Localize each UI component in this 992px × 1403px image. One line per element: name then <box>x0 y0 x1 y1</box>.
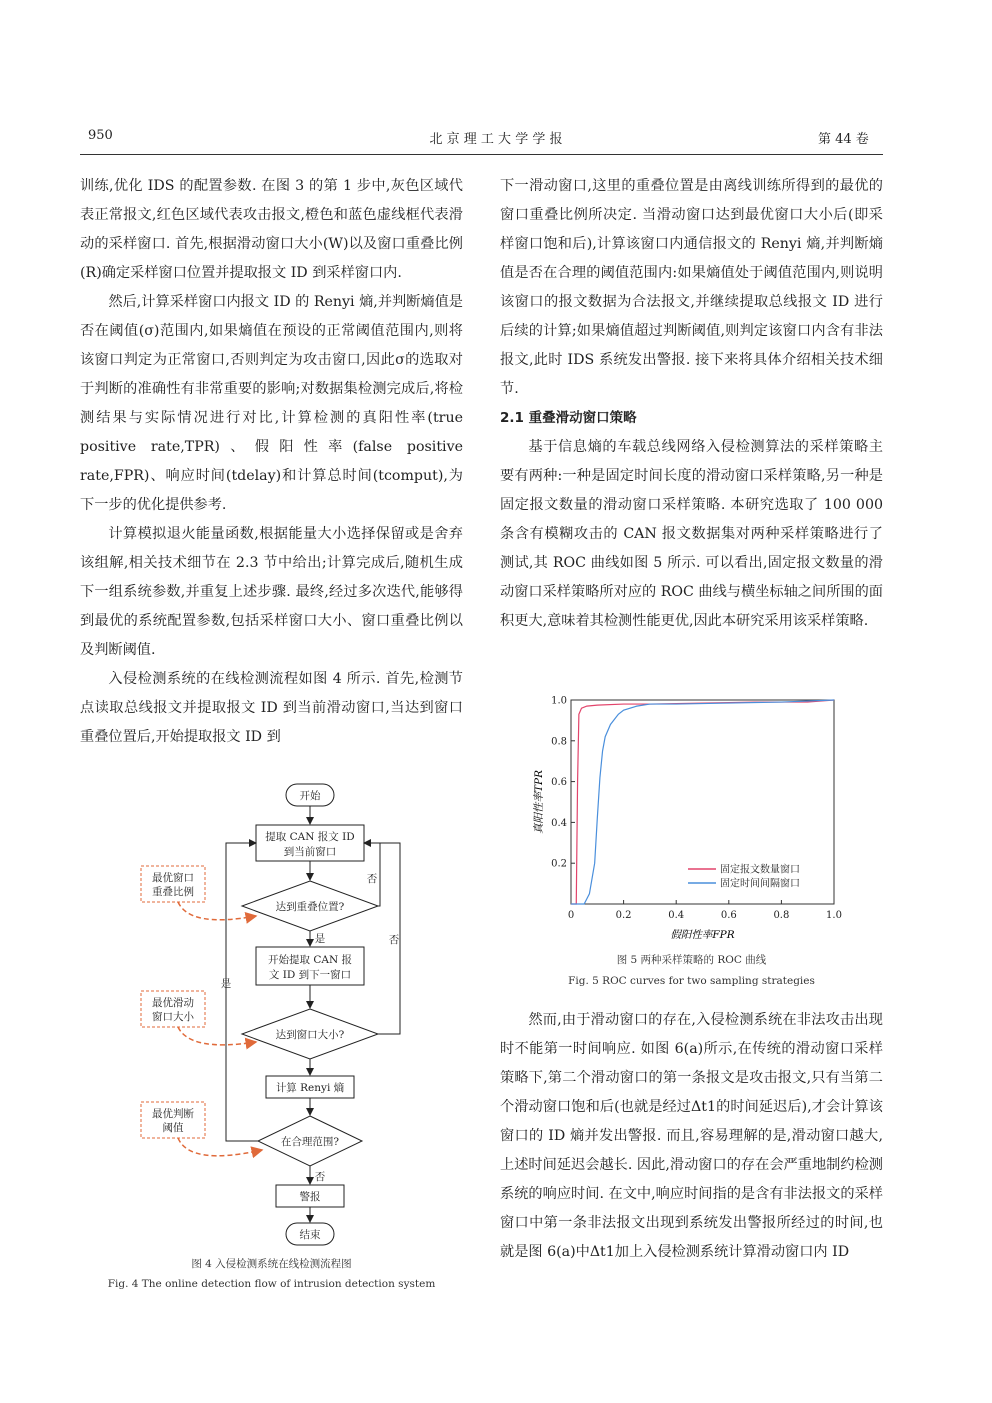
roc-chart <box>528 688 848 948</box>
legend-label-2: 固定时间间隔窗口 <box>720 878 800 890</box>
decision-range-label: 在合理范围? <box>280 1136 340 1148</box>
page-number: 950 <box>88 128 113 143</box>
right-column-top <box>500 172 883 636</box>
no-label-1: 否 <box>366 873 378 885</box>
y-axis-label: 真阳性率TPR <box>533 770 545 834</box>
next-window-label-1: 开始提取 CAN 报 <box>268 954 352 966</box>
right-column-bottom <box>500 1006 883 1267</box>
left-paragraph-2: 然后,计算采样窗口内报文 ID 的 Renyi 熵,并判断熵值是否在阈值(σ)范围内,如果熵值在预设的正常阈值范围内,则将该窗口判定为正常窗口,否则判定为攻击窗口,因此σ的选取对于判断的准确性有非常重要的影响;对数据集检测完成后,将检测结果与实际情况进行对比,计算检测的真阳性率(true positive rate,TPR)、假阳性率(false positive rate,FPR)、响应时间(tdelay)和计算总时间(tcomput),为下一步的优化提供参考. <box>80 294 463 513</box>
yes-label-2: 是 <box>220 978 232 990</box>
side-size-label-2: 窗口大小 <box>152 1011 194 1023</box>
x-tick-label: 0.6 <box>720 910 737 921</box>
right-paragraph-2: 基于信息熵的车载总线网络入侵检测算法的采样策略主要有两种:一种是固定时间长度的滑动窗口采样策略,另一种是固定报文数量的滑动窗口采样策略. 本研究选取了 100 000 条含有模糊攻击的 CAN 报文数据集对两种采样策略进行了测试,其 ROC 曲线如图 5 所示. 可以看出,固定报文数量的滑动窗口采样策略所对应的 ROC 曲线与横坐标轴之间所围的面积更大,意味着其检测性能更优,因此本研究采用该采样策略. <box>500 439 883 629</box>
x-tick-label: 1.0 <box>826 910 842 921</box>
end-label: 结束 <box>299 1229 321 1241</box>
figure5-caption-cn: 图 5 两种采样策略的 ROC 曲线 <box>616 954 767 966</box>
side-threshold-label-1: 最优判断 <box>152 1108 194 1120</box>
start-label: 开始 <box>299 790 321 802</box>
left-paragraph-4: 入侵检测系统的在线检测流程如图 4 所示. 首先,检测节点读取总线报文并提取报文 ID 到当前滑动窗口,当达到窗口重叠位置后,开始提取报文 ID 到 <box>80 671 463 745</box>
x-tick-label: 0.4 <box>668 910 685 921</box>
side-overlap-label-2: 重叠比例 <box>152 886 194 898</box>
right-paragraph-3: 然而,由于滑动窗口的存在,入侵检测系统在非法攻击出现时不能第一时间响应. 如图 6(a)所示,在传统的滑动窗口采样策略下,第二个滑动窗口的第一条报文是攻击报文,只有当第二个滑动窗口饱和后(也就是经过Δt1的时间延迟后),才会计算该窗口的 ID 熵并发出警报. 而且,容易理解的是,滑动窗口越大,上述时间延迟会越长. 因此,滑动窗口的存在会严重地制约检测系统的响应时间. 在文中,响应时间指的是含有非法报文的采样窗口中第一条非法报文出现到系统发出警报所经过的时间,也就是图 6(a)中Δt1加上入侵检测系统计算滑动窗口内 ID <box>500 1012 883 1260</box>
no-label-3: 否 <box>314 1171 326 1183</box>
left-paragraph-3: 计算模拟退火能量函数,根据能量大小选择保留或是舍弃该组解,相关技术细节在 2.3 节中给出;计算完成后,随机生成下一组系统参数,并重复上述步骤. 最终,经过多次迭代,能够得到最优的系统配置参数,包括采样窗口大小、窗口重叠比例以及判断阈值. <box>80 526 463 658</box>
x-tick-label: 0.2 <box>615 910 632 921</box>
side-overlap-label-1: 最优窗口 <box>152 872 194 884</box>
y-tick-label: 0.4 <box>551 817 567 829</box>
compute-label: 计算 Renyi 熵 <box>275 1082 345 1094</box>
right-paragraph-1: 下一滑动窗口,这里的重叠位置是由离线训练所得到的最优的窗口重叠比例所决定. 当滑动窗口达到最优窗口大小后(即采样窗口饱和后),计算该窗口内通信报文的 Renyi 熵,并判断熵值是否在合理的阈值范围内:如果熵值处于阈值范围内,则说明该窗口的报文数据为合法报文,并继续提取总线报文 ID 进行后续的计算;如果熵值超过判断阈值,则判定该窗口内含有非法报文,此时 IDS 系统发出警报. 接下来将具体介绍相关技术细节. <box>500 178 883 397</box>
roc-legend <box>688 863 800 890</box>
no-label-2: 否 <box>388 934 400 946</box>
legend-label-1: 固定报文数量窗口 <box>720 864 800 876</box>
y-tick-label: 0.8 <box>551 736 567 748</box>
x-tick-label: 0.8 <box>773 910 790 921</box>
volume-label: 第 44 卷 <box>818 132 869 147</box>
figure5-caption-en: Fig. 5 ROC curves for two sampling strategies <box>568 975 815 987</box>
extract-label-2: 到当前窗口 <box>283 846 337 858</box>
flowchart-figure <box>130 780 430 1250</box>
header-rule <box>80 154 883 155</box>
journal-title: 北 京 理 工 大 学 学 报 <box>429 132 563 147</box>
decision-overlap-label: 达到重叠位置? <box>275 901 345 913</box>
side-size-label-1: 最优滑动 <box>152 997 194 1009</box>
y-tick-label: 0.6 <box>551 777 567 789</box>
figure4-caption-cn: 图 4 入侵检测系统在线检测流程图 <box>191 1258 352 1270</box>
left-paragraph-1: 训练,优化 IDS 的配置参数. 在图 3 的第 1 步中,灰色区域代表正常报文,红色区域代表攻击报文,橙色和蓝色虚线框代表滑动的采样窗口. 首先,根据滑动窗口大小(W)以及窗口重叠比例(R)确定采样窗口位置并提取报文 ID 到采样窗口内. <box>80 178 463 281</box>
side-threshold-label-2: 阈值 <box>162 1122 184 1134</box>
y-tick-label: 0.2 <box>551 858 567 870</box>
figure4-caption-en: Fig. 4 The online detection flow of intrusion detection system <box>107 1278 436 1290</box>
alarm-label: 警报 <box>299 1191 321 1203</box>
y-tick-label: 1.0 <box>551 695 567 707</box>
next-window-label-2: 文 ID 到下一窗口 <box>268 969 352 981</box>
x-tick-label: 0 <box>567 910 575 921</box>
yes-label-1: 是 <box>314 933 326 945</box>
x-axis-label: 假阳性率FPR <box>670 929 735 941</box>
extract-label-1: 提取 CAN 报文 ID <box>265 831 355 843</box>
left-column <box>80 172 463 752</box>
decision-size-label: 达到窗口大小? <box>275 1029 345 1041</box>
section-heading: 2.1 重叠滑动窗口策略 <box>500 410 637 426</box>
